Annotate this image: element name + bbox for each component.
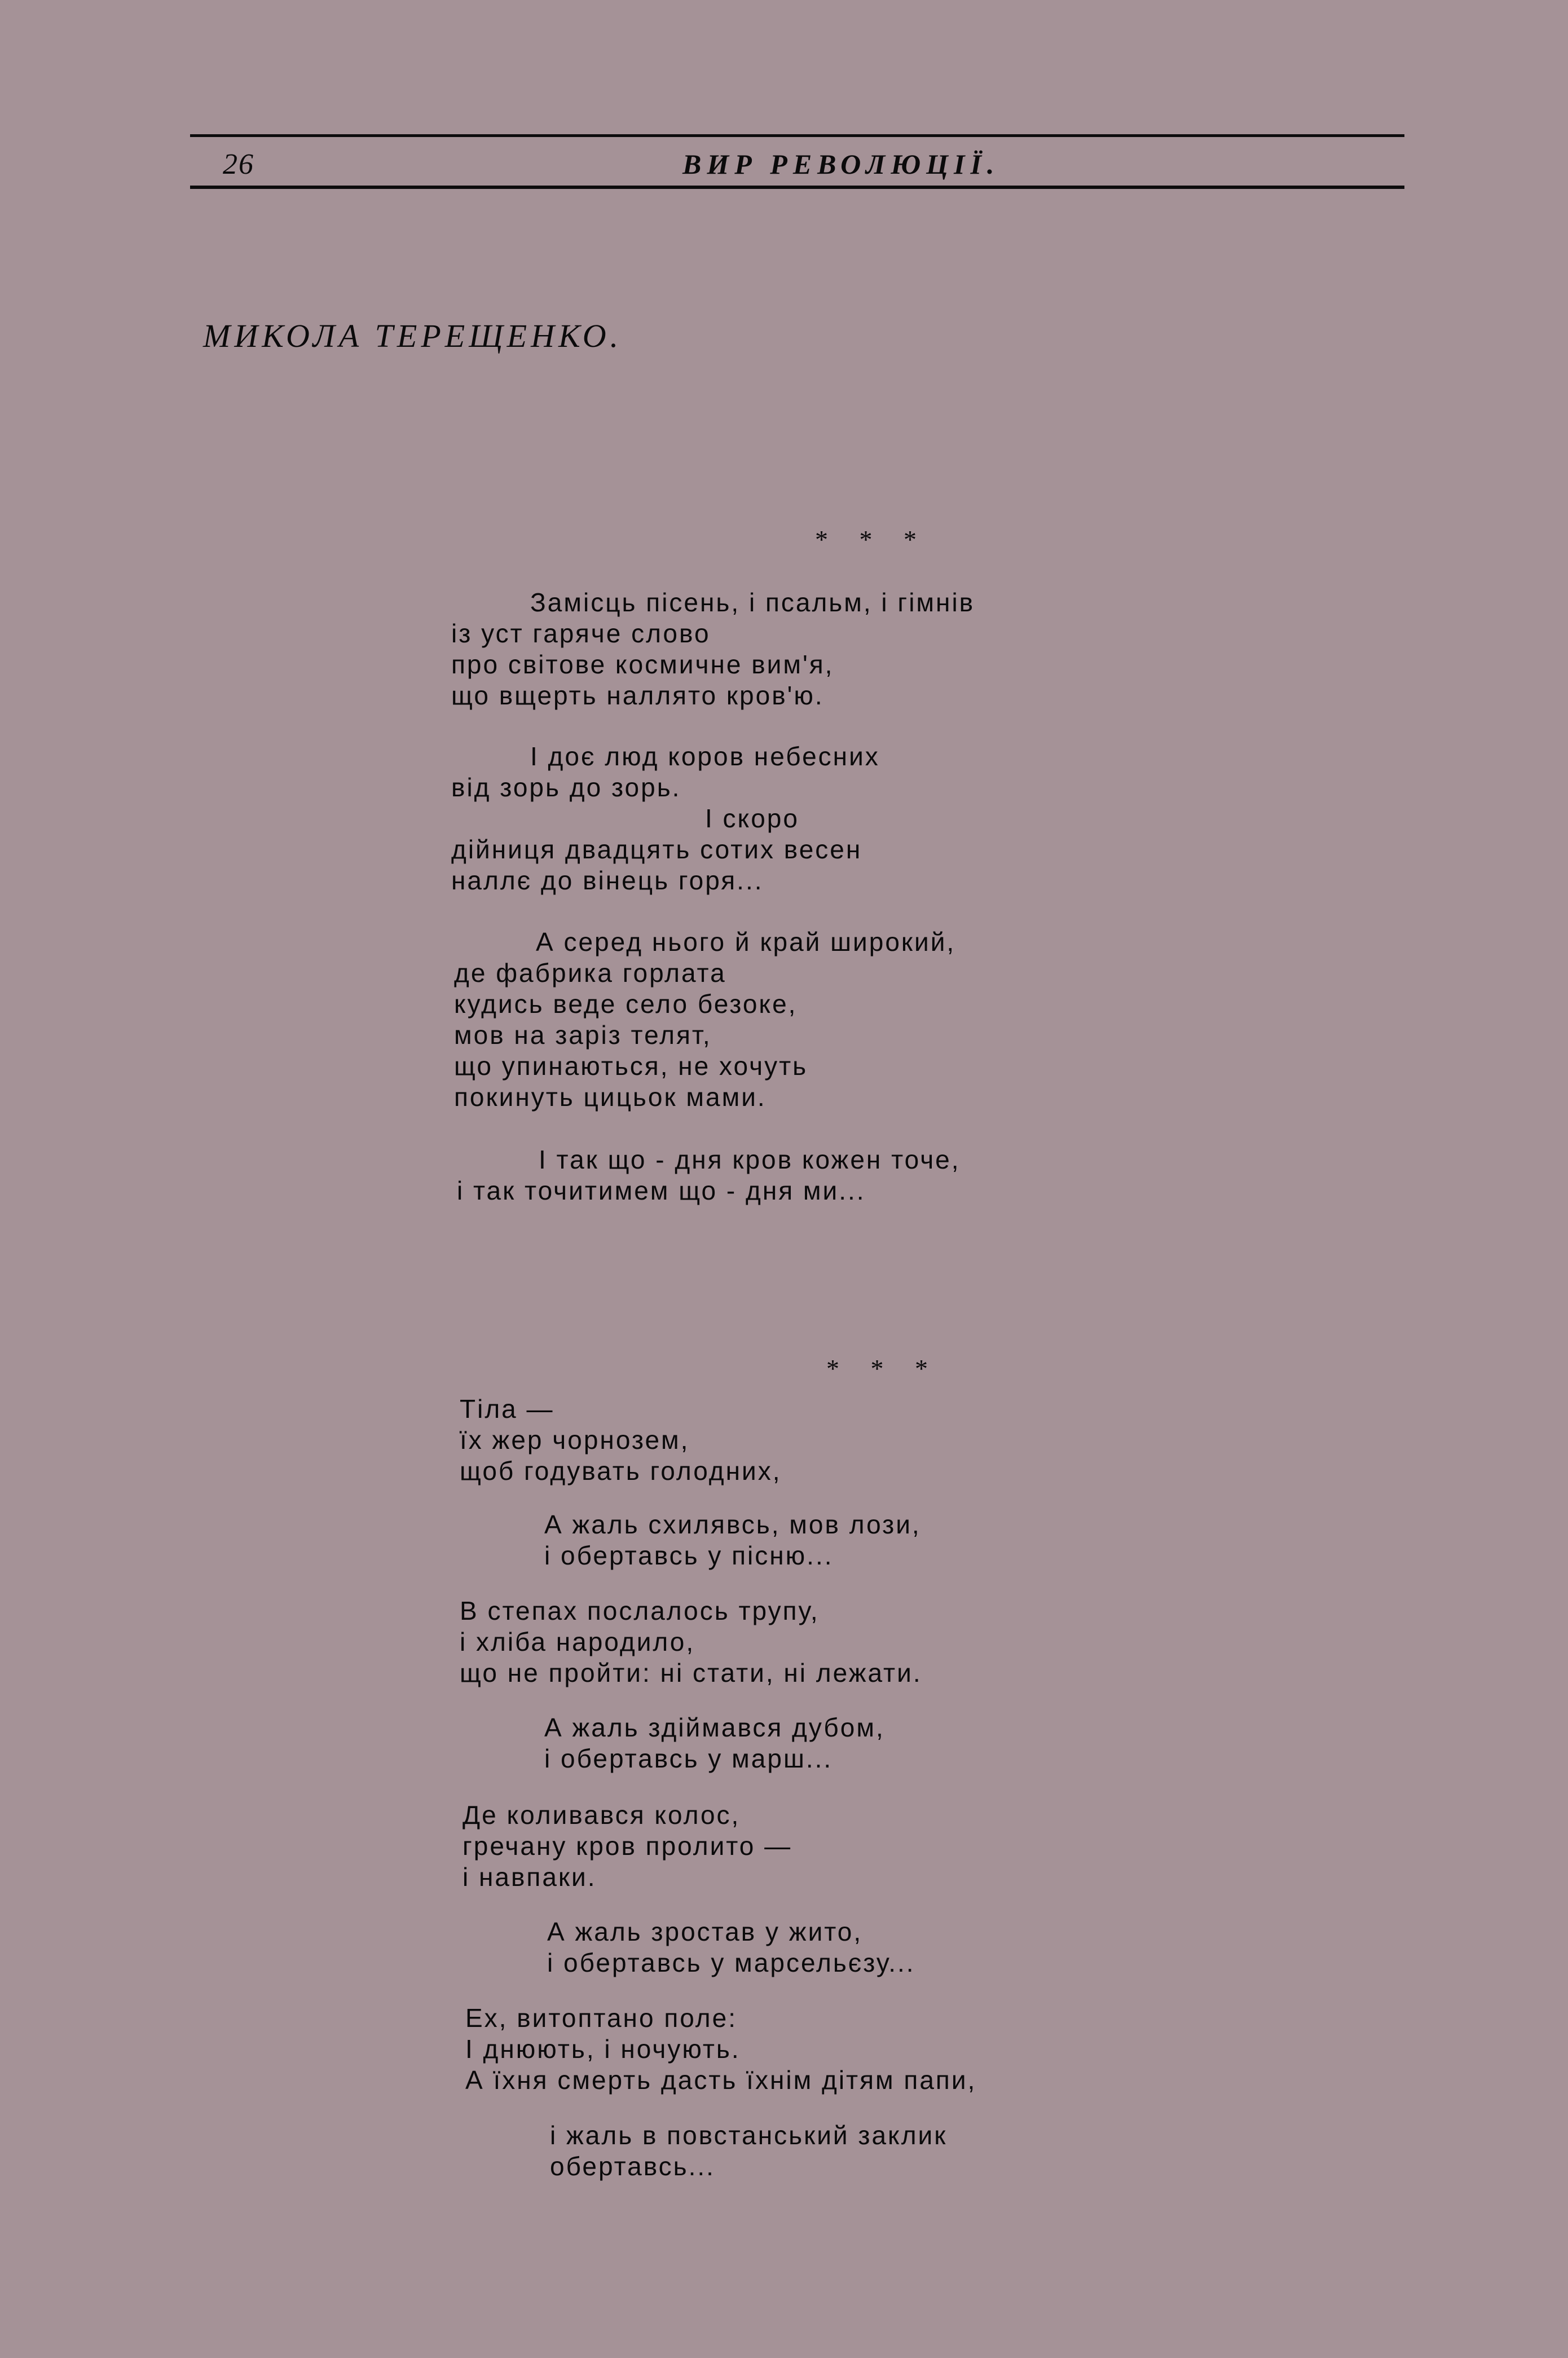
poem-line: обертавсь... <box>550 2152 715 2181</box>
section-mark: * * * <box>815 525 929 554</box>
section-mark: * * * <box>826 1354 940 1383</box>
poem-line: наллє до вінець горя... <box>451 866 764 895</box>
poem-line: Тіла — <box>460 1394 554 1423</box>
poem-line: І так що - дня кров кожен точе, <box>539 1145 961 1174</box>
poem-line: що вщерть наллято кров'ю. <box>451 681 824 710</box>
poem-line: і обертавсь у марш... <box>544 1744 833 1773</box>
poem-line: В степах послалось трупу, <box>460 1596 820 1625</box>
poem-line: про світове космичне вим'я, <box>451 650 834 679</box>
poem-line: Ех, витоптано поле: <box>465 2003 738 2033</box>
poem-line: і так точитимем що - дня ми... <box>457 1176 866 1205</box>
poem-line: щоб годувать голодних, <box>460 1456 782 1486</box>
poem-line: А жаль схилявсь, мов лози, <box>544 1510 921 1539</box>
poem-line: І днюють, і ночують. <box>465 2034 741 2064</box>
poem-line: де фабрика горлата <box>454 958 726 988</box>
poem-line: мов на заріз телят, <box>454 1020 712 1050</box>
page-number: 26 <box>223 148 254 180</box>
author-name: МИКОЛА ТЕРЕЩЕНКО. <box>203 318 623 354</box>
poem-line: покинуть цицьок мами. <box>454 1082 767 1112</box>
poem-line: гречану кров пролито — <box>463 1831 792 1861</box>
poem-line: і обертавсь у пісню... <box>544 1541 834 1570</box>
header-rule-bottom <box>190 186 1404 189</box>
poem-line: і жаль в повстанський заклик <box>550 2121 948 2150</box>
poem-line: А жаль здіймався дубом, <box>544 1713 885 1742</box>
poem-line: і обертавсь у марсельєзу... <box>547 1948 915 1977</box>
poem-line: їх жер чорнозем, <box>460 1425 690 1455</box>
running-head: ВИР РЕВОЛЮЦІЇ. <box>682 148 1000 180</box>
poem-line: І доє люд коров небесних <box>530 742 880 771</box>
poem-line: від зорь до зорь. <box>451 773 681 802</box>
poem-line: і навпаки. <box>463 1862 597 1892</box>
poem-line: що упинаються, не хочуть <box>454 1051 808 1081</box>
header-rule-top <box>190 134 1404 137</box>
poem-line: Де коливався колос, <box>463 1800 741 1830</box>
poem-line: із уст гаряче слово <box>451 619 711 648</box>
poem-line: Замісць пісень, і псальм, і гімнів <box>530 588 975 617</box>
poem-line: І скоро <box>705 804 799 833</box>
poem-line: А жаль зростав у жито, <box>547 1917 863 1946</box>
poem-line: і хліба народило, <box>460 1627 695 1656</box>
poem-line: дійниця двадцять сотих весен <box>451 835 862 864</box>
poem-line: А їхня смерть дасть їхнім дітям папи, <box>465 2065 977 2095</box>
poem-line: кудись веде село безоке, <box>454 989 798 1019</box>
poem-line: що не пройти: ні стати, ні лежати. <box>460 1658 922 1687</box>
poem-line: А серед нього й край широкий, <box>536 927 956 957</box>
